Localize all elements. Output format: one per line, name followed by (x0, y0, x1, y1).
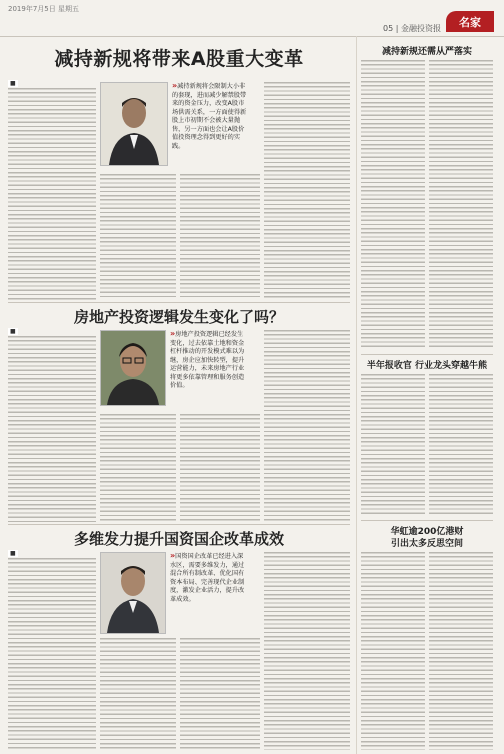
portrait-image (101, 553, 165, 633)
portrait-image (101, 83, 167, 165)
article-2-pull-quote: »房地产投资逻辑已经发生变化，过去依靠土地和资金杠杆推动的开发模式难以为继，房企应加快转型，提升运营能力，未来房地产行业将更多依靠管理和服务创造价值。 (170, 329, 245, 389)
article-1-author-photo (100, 82, 168, 166)
sidebar-article-1-column-2 (429, 60, 493, 350)
article-1-quote-text: 减持新规将会限制大小非的套现，进而减少解禁股带来的资金压力，改变A股市场供需关系，一方面使得新股上市初期不会被大量抛售，另一方面也会让A股价值投资理念得到更好的实践。 (172, 83, 247, 150)
sidebar-article-3-column-1 (361, 552, 425, 750)
article-2-headline: 房地产投资逻辑发生变化了吗？ (73, 308, 284, 326)
sidebar (356, 36, 497, 754)
portrait-image (101, 331, 165, 405)
divider (361, 354, 493, 355)
article-1-column-4 (264, 82, 350, 300)
sidebar-headline-3-sub: 引出太多反思空间 (390, 539, 463, 549)
article-1-headline: 减持新规将带来A股重大变革 (54, 48, 304, 70)
article-3-quote-text: 国资国企改革已经进入深水区，需要多维发力，通过混合所有制改革、优化国有资本布局、完善现代企业制度，激发企业活力，提升改革成效。 (170, 553, 245, 603)
section-badge: 名家 (446, 11, 494, 32)
article-1-column-2 (100, 174, 176, 300)
article-3-author-photo (100, 552, 166, 634)
article-2-quote-text: 房地产投资逻辑已经发生变化，过去依靠土地和资金杠杆推动的开发模式难以为继，房企应加快转型，提升运营能力，未来房地产行业将更多依靠管理和服务创造价值。 (170, 331, 245, 389)
article-2-column-4 (264, 330, 350, 522)
article-2-column-2 (100, 414, 176, 522)
article-1-byline: ■ (10, 80, 16, 87)
page-header (0, 0, 504, 37)
article-3-pull-quote: »国资国企改革已经进入深水区，需要多维发力，通过混合所有制改革、优化国有资本布局、完善现代企业制度，激发企业活力，提升改革成效。 (170, 551, 245, 603)
dateline: 2019年7月5日 星期五 (8, 5, 79, 13)
article-3-byline: ■ (10, 550, 16, 557)
article-1-pull-quote: »减持新规将会限制大小非的套现，进而减少解禁股带来的资金压力，改变A股市场供需关系，一方面使得新股上市初期不会被大量抛售，另一方面也会让A股价值投资理念得到更好的实践。 (172, 81, 247, 150)
divider (8, 524, 350, 525)
article-1-column-1 (8, 88, 96, 300)
page-section-label: 05 | 金融投资报 (383, 24, 441, 33)
article-3-column-2 (100, 638, 176, 750)
article-3-column-1 (8, 558, 96, 750)
article-3-column-3 (180, 638, 260, 750)
sidebar-article-1-column-1 (361, 60, 425, 350)
sidebar-headline-1: 减持新规还需从严落实 (381, 47, 472, 57)
divider (8, 302, 350, 303)
sidebar-article-3-column-2 (429, 552, 493, 750)
sidebar-article-2-column-1 (361, 374, 425, 514)
article-3-headline: 多维发力提升国资国企改革成效 (73, 530, 284, 548)
article-2-column-3 (180, 414, 260, 522)
article-2-column-1 (8, 336, 96, 522)
sidebar-article-2-column-2 (429, 374, 493, 514)
sidebar-headline-3: 华虹逾200亿港财 (390, 527, 464, 537)
divider (361, 520, 493, 521)
article-2-byline: ■ (10, 328, 16, 335)
article-3-column-4 (264, 552, 350, 750)
article-2-author-photo (100, 330, 166, 406)
sidebar-headline-2: 半年报收官 行业龙头穿越牛熊 (366, 361, 488, 371)
main-column (8, 36, 350, 754)
article-1-column-3 (180, 174, 260, 300)
